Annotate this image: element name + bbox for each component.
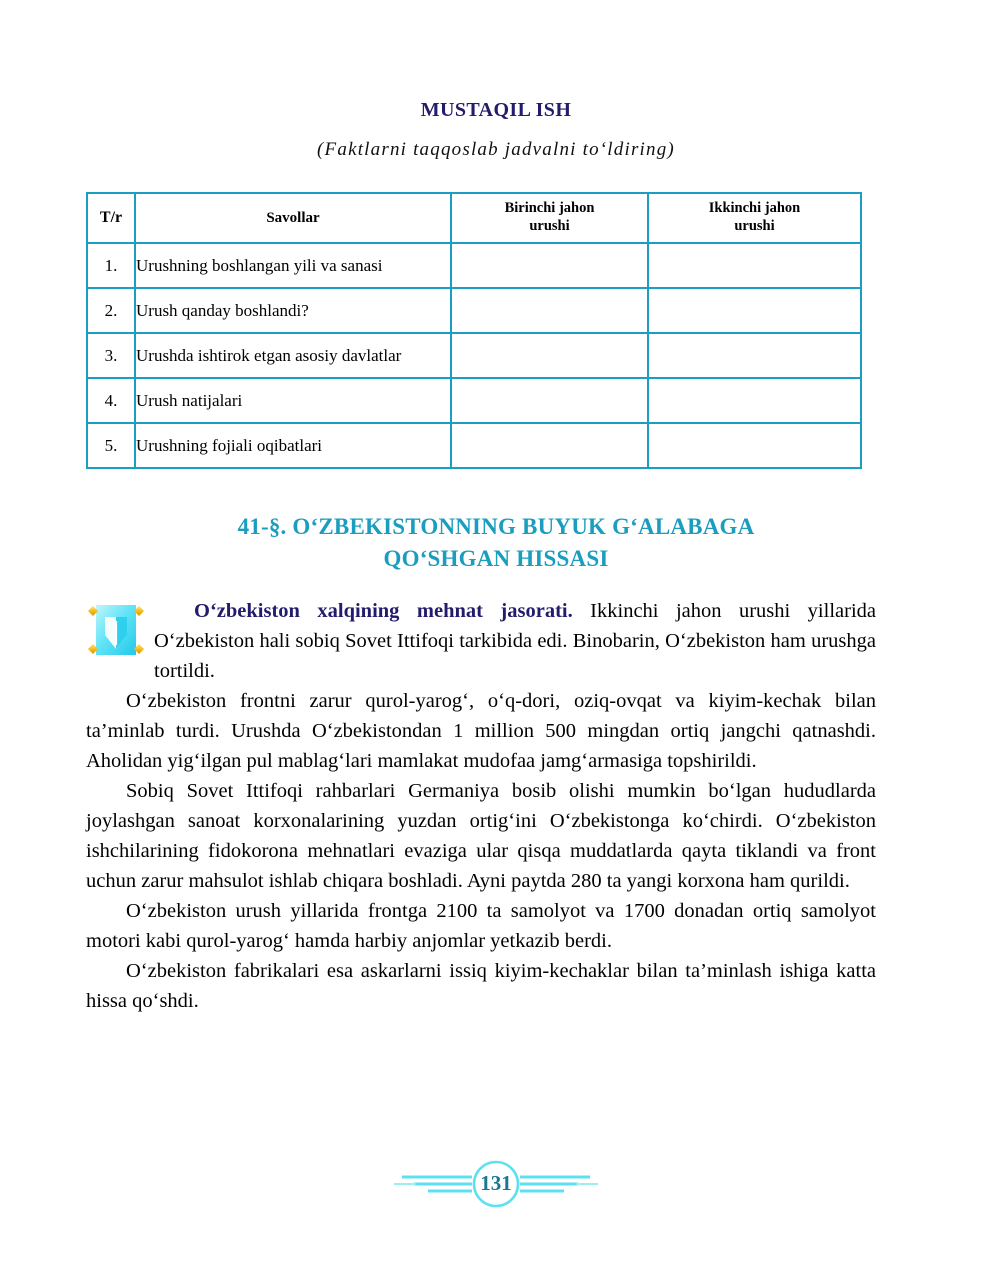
section-heading-line2: QO‘SHGAN HISSASI (383, 545, 609, 571)
row-answer-ww1[interactable] (451, 378, 648, 423)
row-answer-ww1[interactable] (451, 243, 648, 288)
paragraph-1-text: Ikkinchi jahon urushi yillarida O‘zbekiston hali sobiq Sovet Ittifoqi tarkibida edi. Binobarin, O‘zbekiston ham urushga tortildi. (154, 600, 876, 682)
paragraph-1-runin: O‘zbekiston xalqining mehnat jasorati. (194, 600, 573, 622)
page-number: 131 (480, 1171, 512, 1195)
column-header-ww1-line1: Birinchi jahon (504, 200, 595, 217)
column-header-ww2 (648, 193, 861, 243)
table-row (87, 243, 861, 288)
row-answer-ww2[interactable] (648, 333, 861, 378)
table-body (87, 243, 861, 468)
section-heading-line1: 41-§. O‘ZBEKISTONNING BUYUK G‘ALABAGA (237, 514, 755, 539)
paragraph-5: O‘zbekiston fabrikalari esa askarlarni issiq kiyim-kechaklar bilan ta’minlash ishiga katta hissa qo‘shdi. (86, 960, 876, 1012)
column-header-questions: Savollar (135, 193, 451, 243)
row-answer-ww1[interactable] (451, 423, 648, 468)
row-answer-ww2[interactable] (648, 288, 861, 333)
table-row (87, 378, 861, 423)
column-header-ww2-line2: urushi (734, 218, 775, 234)
row-question: Urushning fojiali oqibatlari (135, 423, 451, 468)
table-row (87, 423, 861, 468)
row-index: 5. (87, 423, 135, 468)
paragraph-4: O‘zbekiston urush yillarida frontga 2100 ta samolyot va 1700 donadan ortiq samolyot motori kabi qurol-yarog‘ hamda harbiy anjomlar yetkazib berdi. (86, 900, 876, 952)
row-question: Urushda ishtirok etgan asosiy davlatlar (135, 333, 451, 378)
table-row (87, 288, 861, 333)
row-index: 3. (87, 333, 135, 378)
column-header-index: T/r (87, 193, 135, 243)
row-answer-ww1[interactable] (451, 288, 648, 333)
section-heading (0, 511, 992, 574)
row-answer-ww1[interactable] (451, 333, 648, 378)
article-body (86, 596, 876, 1016)
facts-table-container (86, 192, 860, 469)
row-index: 1. (87, 243, 135, 288)
row-question: Urush qanday boshlandi? (135, 288, 451, 333)
page-subtitle: (Faktlarni taqqoslab jadvalni to‘ldiring) (317, 139, 675, 160)
table-header (87, 193, 861, 243)
row-index: 2. (87, 288, 135, 333)
paragraph-3: Sobiq Sovet Ittifoqi rahbarlari Germaniya bosib olishi mumkin bo‘lgan hududlarda joylashgan sanoat korxonalarining yuzdan ortig‘ini O‘zbekistonga ko‘chirdi. O‘zbekiston ishchilarining fidokorona mehnatlari evaziga ular qisqa muddatlarda qayta tiklandi va front uchun zarur mahsulot ishlab chiqara boshladi. Ayni paytda 280 ta yangi korxona ham qurildi. (86, 780, 876, 892)
column-header-ww2-line1: Ikkinchi jahon (708, 200, 801, 217)
row-question: Urush natijalari (135, 378, 451, 423)
table-row (87, 333, 861, 378)
paragraph-1 (86, 596, 876, 686)
paragraph-2: O‘zbekiston frontni zarur qurol-yarog‘, o‘q-dori, oziq-ovqat va kiyim-kechak bilan ta’minlab turdi. Urushda O‘zbekistondan 1 million 500 mingdan ortiq jangchi qatnashdi. Aholidan yig‘ilgan pul mablag‘lari mamlakat mudofaa jamg‘armasiga topshirildi. (86, 690, 876, 772)
page-title: MUSTAQIL ISH (420, 99, 572, 121)
table-header-row (87, 193, 861, 243)
row-answer-ww2[interactable] (648, 378, 861, 423)
page-footer (0, 1157, 992, 1217)
row-index: 4. (87, 378, 135, 423)
row-question: Urushning boshlangan yili va sanasi (135, 243, 451, 288)
facts-comparison-table (86, 192, 862, 469)
row-answer-ww2[interactable] (648, 243, 861, 288)
column-header-ww1 (451, 193, 648, 243)
column-header-ww1-line2: urushi (529, 218, 570, 234)
row-answer-ww2[interactable] (648, 423, 861, 468)
